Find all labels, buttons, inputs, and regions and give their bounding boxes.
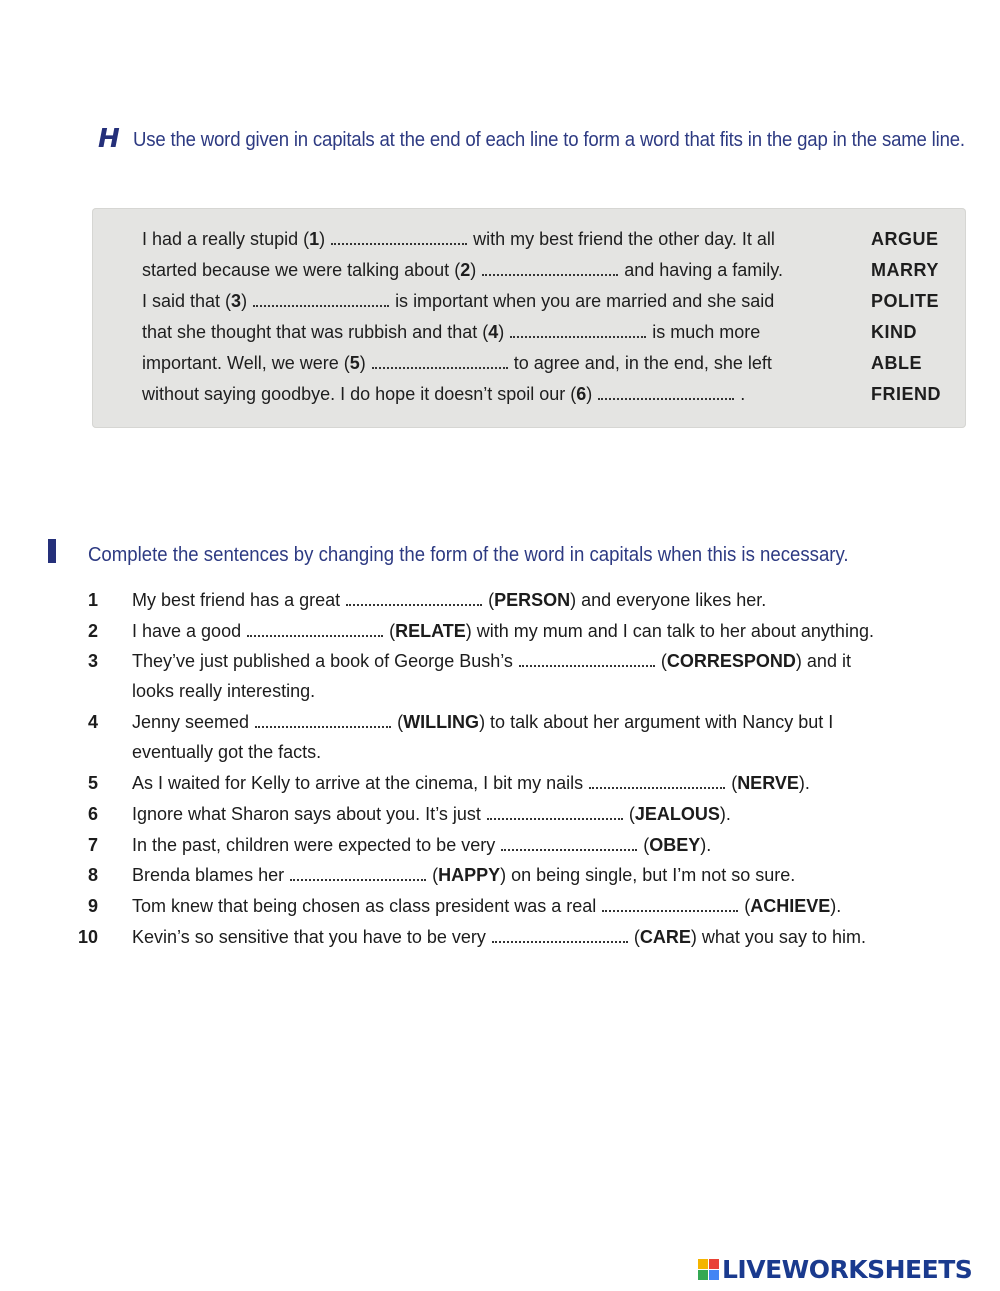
text-line: I had a really stupid (1) with my best friend the other day. It all [142, 229, 775, 249]
capital-word: MARRY [871, 260, 939, 280]
item-number: 6 [87, 804, 98, 824]
section-i-instruction: Complete the sentences by changing the form of the word in capitals when this is necessary. [88, 544, 849, 566]
logo-square-yellow [698, 1259, 708, 1269]
section-i-marker [48, 539, 56, 563]
answer-gap-3[interactable] [253, 291, 389, 307]
answer-gap[interactable] [492, 927, 628, 943]
liveworksheets-logo[interactable] [698, 1254, 972, 1284]
text-line: I said that (3) is important when you are married and she said [142, 291, 775, 311]
answer-gap[interactable] [519, 651, 655, 667]
answer-gap-4[interactable] [510, 322, 646, 338]
item-number: 2 [87, 621, 98, 641]
answer-gap[interactable] [602, 896, 738, 912]
answer-gap[interactable] [255, 712, 391, 728]
capital-word: ABLE [871, 353, 922, 373]
item-number: 5 [87, 773, 98, 793]
answer-gap[interactable] [487, 804, 623, 820]
logo-square-red [709, 1259, 719, 1269]
item-number: 4 [87, 712, 98, 732]
logo-mark-icon [698, 1259, 719, 1280]
logo-square-blue [709, 1270, 719, 1280]
text-line: without saying goodbye. I do hope it doesn’t spoil our (6) . [142, 384, 746, 404]
item-number: 3 [87, 651, 98, 671]
item-number: 1 [87, 590, 98, 610]
answer-gap-2[interactable] [482, 260, 618, 276]
answer-gap-1[interactable] [331, 229, 467, 245]
answer-gap-5[interactable] [372, 353, 508, 369]
word-formation-box [92, 208, 966, 428]
answer-gap-6[interactable] [598, 384, 734, 400]
capital-word: FRIEND [871, 384, 941, 404]
item-number: 10 [77, 927, 98, 947]
item-number: 8 [87, 865, 98, 885]
answer-gap[interactable] [247, 621, 383, 637]
text-line: that she thought that was rubbish and that (4) is much more [142, 322, 761, 342]
answer-gap[interactable] [501, 835, 637, 851]
answer-gap[interactable] [290, 865, 426, 881]
text-line: important. Well, we were (5) to agree and, in the end, she left [142, 353, 772, 373]
logo-square-green [698, 1270, 708, 1280]
section-h-instruction: Use the word given in capitals at the end of each line to form a word that fits in the gap in the same line. [133, 129, 965, 151]
text-line: started because we were talking about (2) and having a family. [142, 260, 783, 280]
item-number: 9 [87, 896, 98, 916]
section-h-header [98, 124, 978, 156]
section-letter: H [98, 124, 120, 154]
item-number: 7 [87, 835, 98, 855]
logo-text: LIVEWORKSHEETS [722, 1254, 973, 1284]
capital-word: ARGUE [871, 229, 939, 249]
capital-word: KIND [871, 322, 917, 342]
answer-gap[interactable] [346, 590, 482, 606]
answer-gap[interactable] [589, 773, 725, 789]
capital-word: POLITE [871, 291, 940, 311]
